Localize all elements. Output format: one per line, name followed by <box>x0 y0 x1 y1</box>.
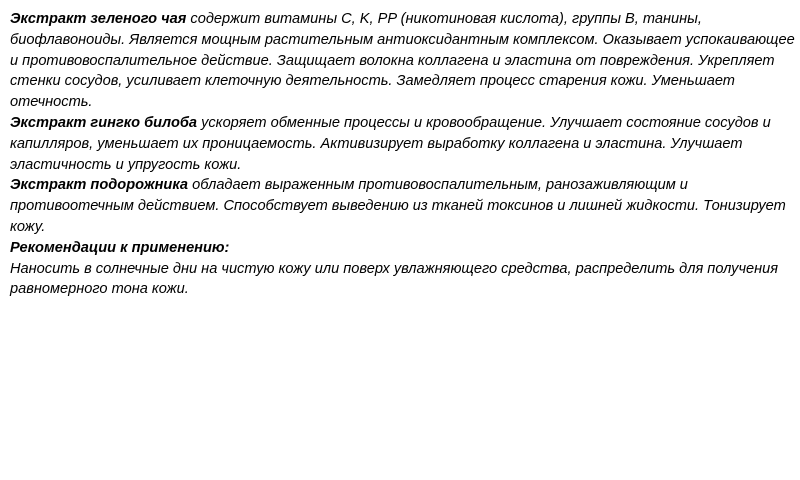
product-description <box>10 9 795 300</box>
ginkgo-title: Экстракт гингко билоба <box>10 114 198 131</box>
green-tea-title: Экстракт зеленого чая <box>10 11 187 27</box>
plantain-text: обладает выраженным противовоспалительным, ранозаживляющим и противоотечным действием. Способствует выведению из тканей токсинов и лишней жидкости. Тонизирует кожу. <box>10 177 786 235</box>
recommendations-heading-line <box>10 238 795 259</box>
green-tea-text: содержит витамины С, K, PP (никотиновая кислота), группы В, танины, биофлавоноиды. Является мощным растительным антиоксидантным комплексом. Оказывает успокаивающее и противовоспалительное действие. Защищает волокна коллагена и эластина от повреждения. Укрепляет стенки сосудов, усиливает клеточную деятельность. Замедляет процесс старения кожи. Уменьшает отечность. <box>10 11 795 111</box>
plantain-title: Экстракт подорожника <box>10 177 189 194</box>
recommendations-text: Наносить в солнечные дни на чистую кожу или поверх увлажняющего средства, распределить для получения равномерного тона кожи. <box>10 260 779 298</box>
plantain-paragraph <box>10 175 795 237</box>
recommendations-heading: Рекомендации к применению: <box>10 239 230 256</box>
green-tea-paragraph <box>10 9 795 113</box>
ginkgo-paragraph <box>10 113 795 175</box>
ginkgo-text: ускоряет обменные процессы и кровообращение. Улучшает состояние сосудов и капилляров, уменьшает их проницаемость. Активизирует выработку коллагена и эластина. Улучшает эластичность и упругость кожи. <box>10 114 771 173</box>
